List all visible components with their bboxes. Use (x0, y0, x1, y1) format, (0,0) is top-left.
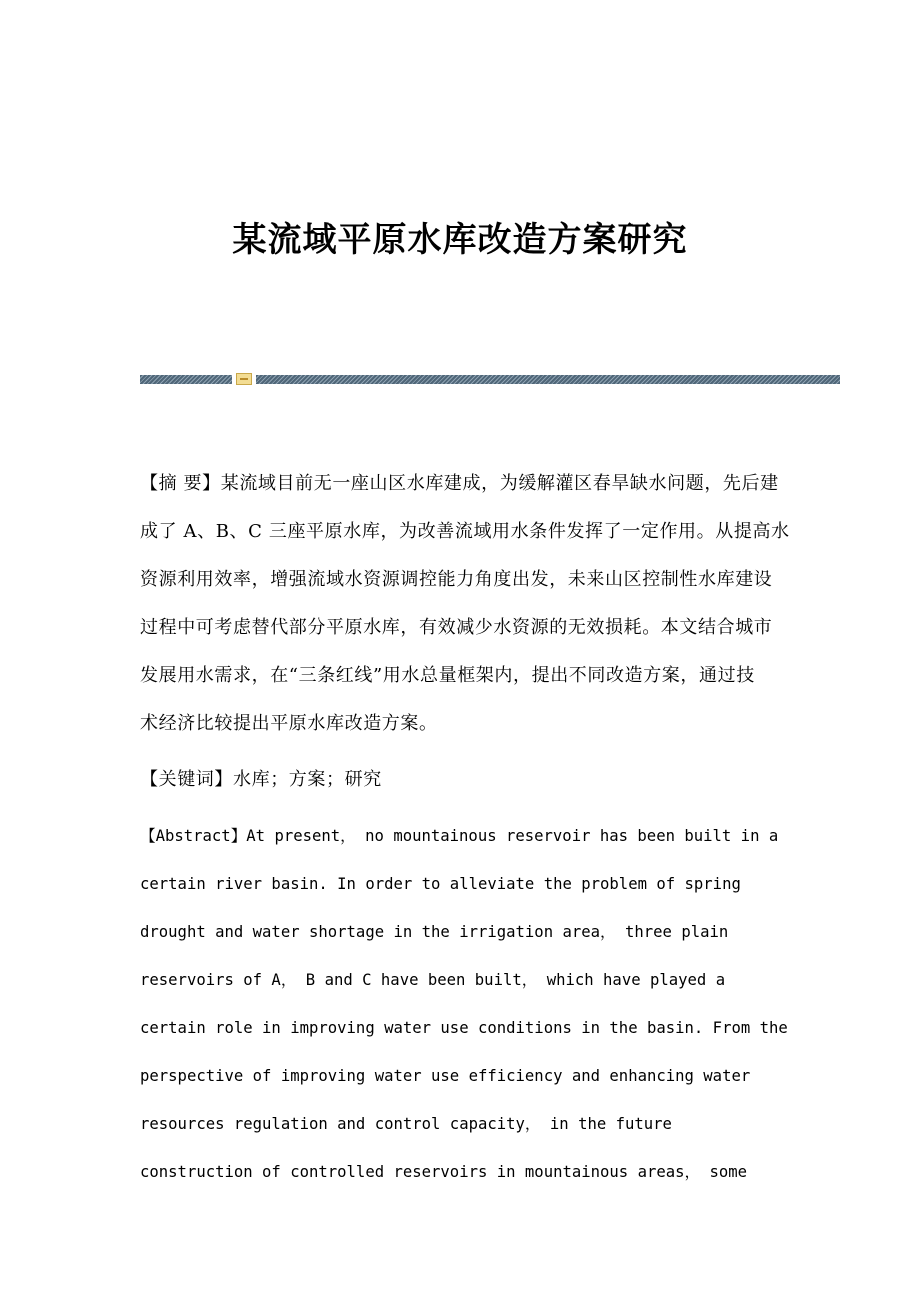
keywords-line: 【关键词】水库；方案；研究 (140, 769, 382, 790)
title-divider (140, 375, 840, 384)
abstract-cn-line: 过程中可考虑替代部分平原水库，有效减少水资源的无效损耗。本文结合城市 (140, 617, 773, 638)
divider-ornament-icon (236, 373, 252, 385)
abstract-en-line: 【Abstract】At present， no mountainous reservoir has been built in a (140, 827, 779, 845)
abstract-en-line: resources regulation and control capacity， in the future (140, 1115, 672, 1133)
english-abstract (140, 812, 840, 1196)
divider-right-segment (256, 375, 840, 384)
abstract-en-line: certain role in improving water use conditions in the basin. From the (140, 1019, 788, 1037)
abstract-en-line: perspective of improving water use efficiency and enhancing water (140, 1067, 751, 1085)
abstract-cn-line: 发展用水需求，在“三条红线”用水总量框架内，提出不同改造方案，通过技 (140, 665, 755, 686)
keywords-section (140, 756, 840, 804)
divider-left-segment (140, 375, 232, 384)
abstract-cn-line: 【摘 要】某流域目前无一座山区水库建成，为缓解灌区春旱缺水问题，先后建 (140, 473, 779, 494)
abstract-en-line: reservoirs of A， B and C have been built， which have played a (140, 971, 726, 989)
abstract-cn-line: 成了 A、B、C 三座平原水库，为改善流域用水条件发挥了一定作用。从提高水 (140, 521, 790, 542)
abstract-cn-line: 术经济比较提出平原水库改造方案。 (140, 713, 438, 734)
abstract-en-line: construction of controlled reservoirs in mountainous areas， some (140, 1163, 748, 1181)
abstract-en-line: drought and water shortage in the irrigation area， three plain (140, 923, 729, 941)
document-title: 某流域平原水库改造方案研究 (232, 220, 688, 260)
abstract-en-line: certain river basin. In order to alleviate the problem of spring (140, 875, 741, 893)
chinese-abstract (140, 460, 840, 748)
abstract-cn-line: 资源利用效率，增强流域水资源调控能力角度出发，未来山区控制性水库建设 (140, 569, 773, 590)
